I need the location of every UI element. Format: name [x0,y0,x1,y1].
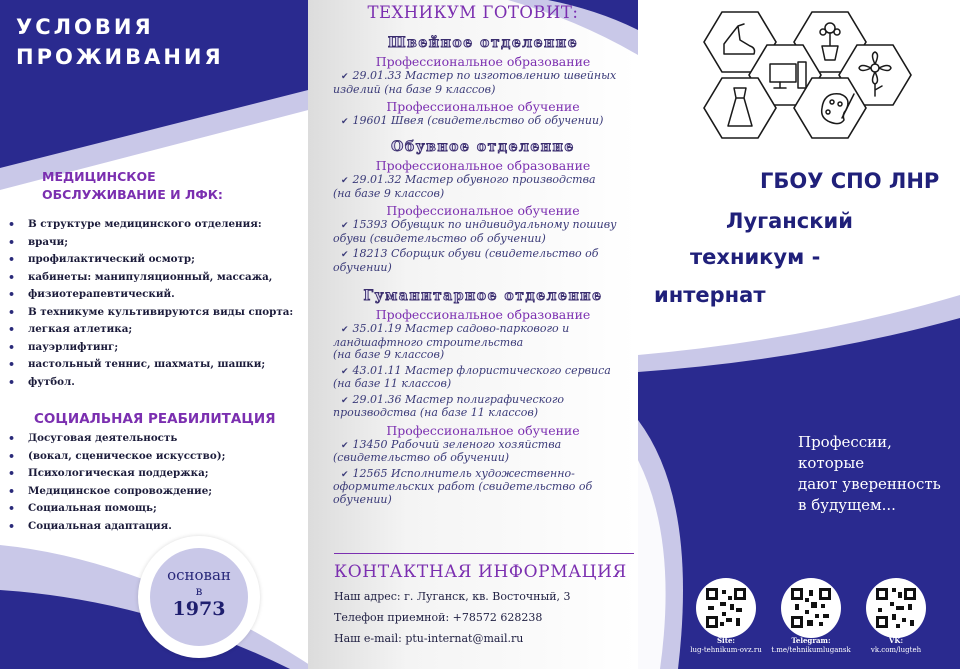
list-item: • врачи; [0,234,312,252]
title-line: УСЛОВИЯ [16,15,154,39]
profession-icons-cluster [694,10,934,140]
checkmark-icon: ✔ [341,221,349,231]
shoe-department [333,138,633,277]
list-item: • Досуговая деятельность [0,430,312,448]
contact-divider [334,553,634,554]
org-line-4: интернат [654,283,766,307]
founded-in: в [195,584,203,598]
qr-code-telegram[interactable] [781,578,841,638]
panel-living-conditions [0,0,316,669]
programs-heading: ТЕХНИКУМ ГОТОВИТ: [367,3,579,22]
program-item: ✔ 15393 Обувщик по индивидуальному пошиву обуви (свидетельство об обучении) [333,218,617,245]
list-item: • профилактический осмотр; [0,251,312,269]
list-item: • Медицинское сопровождение; [0,483,312,501]
qr-caption-telegram: Telegram: t.me/tehnikumlugansk [771,636,851,654]
program-item: ✔ 29.01.32 Мастер обувного производства (на базе 9 классов) [333,173,596,200]
humanitarian-education-subheading: Профессиональное образование [375,307,591,322]
qr-code-icon [706,588,746,628]
list-item: • В структуре медицинского отделения: [0,216,312,234]
program-item: ✔ 13450 Рабочий зеленого хозяйства (свидетельство об обучении) [333,437,562,464]
humanitarian-title: Гуманитарное отделение [363,288,603,304]
list-item: • Социальная помощь; [0,500,312,518]
founded-badge-inner [150,548,248,646]
social-list [0,430,312,535]
qr-caption-vk: VK: vk.com/lugteh [870,636,922,654]
sewing-department [333,34,633,132]
org-line-3: техникум - [690,245,821,269]
contact-email: Наш e-mail: ptu-internat@mail.ru [334,632,524,645]
list-item: • физиотерапевтический. [0,286,312,304]
checkmark-icon: ✔ [341,325,349,335]
checkmark-icon: ✔ [341,72,349,82]
list-item: • футбол. [0,374,312,392]
checkmark-icon: ✔ [341,395,349,406]
panel-programs [308,0,638,669]
checkmark-icon: ✔ [341,440,349,451]
social-heading: СОЦИАЛЬНАЯ РЕАБИЛИТАЦИЯ [34,411,276,427]
slogan: Профессии, которые дают уверенность в будущем... [798,433,941,514]
checkmark-icon: ✔ [341,250,349,260]
contact-address: Наш адрес: г. Луганск, кв. Восточный, 3 [334,590,571,603]
list-item: • пауэрлифтинг; [0,339,312,357]
checkmark-icon: ✔ [341,117,349,127]
list-item: • (вокал, сценическое искусство); [0,448,312,466]
shoe-title: Обувное отделение [391,139,575,155]
org-line-1: ГБОУ СПО ЛНР [760,169,940,193]
checkmark-icon: ✔ [341,176,349,186]
list-item: • настольный теннис, шахматы, шашки; [0,356,312,374]
sewing-education-subheading: Профессиональное образование [375,54,591,69]
sewing-title: Швейное отделение [387,35,579,51]
list-item: • Психологическая поддержка; [0,465,312,483]
founded-year: 1973 [172,598,226,620]
founded-word: основан [167,566,231,584]
program-item: ✔ 43.01.11 Мастер флористического сервиса (на базе 11 классов) [333,363,611,390]
program-item: ✔ 29.01.36 Мастер полиграфического производства (на базе 11 классов) [333,392,565,419]
list-item: • Социальная адаптация. [0,518,312,536]
qr-caption-site: Site: lug-tehnikum-ovz.ru [690,636,762,654]
qr-code-vk[interactable] [866,578,926,638]
contact-phone: Телефон приемной: +78572 628238 [334,611,543,624]
title-line: ПРОЖИВАНИЯ [16,45,224,69]
living-conditions-title [16,12,246,72]
list-item: • кабинеты: манипуляционный, массажа, [0,269,312,287]
sewing-training-subheading: Профессиональное обучение [386,99,580,114]
qr-code-site[interactable] [696,578,756,638]
medical-list [0,216,312,391]
founded-badge [138,536,260,658]
checkmark-icon: ✔ [341,366,349,377]
org-line-2: Луганский [726,209,853,233]
contact-heading: КОНТАКТНАЯ ИНФОРМАЦИЯ [334,562,627,582]
qr-code-icon [876,588,916,628]
checkmark-icon: ✔ [341,469,349,480]
program-item: ✔ 19601 Швея (свидетельство об обучении) [341,114,604,127]
list-item: • В техникуме культивируются виды спорта: [0,304,312,322]
humanitarian-department [333,287,633,509]
shoe-education-subheading: Профессиональное образование [375,158,591,173]
program-item: ✔ 18213 Сборщик обуви (свидетельство об обучении) [333,247,599,274]
program-item: ✔ 12565 Исполнитель художественно- оформительских работ (свидетельство об обучении) [333,466,593,506]
qr-code-icon [791,588,831,628]
panel-cover [638,0,960,669]
program-item: ✔ 35.01.19 Мастер садово-паркового и ландшафтного строительства (на базе 9 классов) [333,322,570,361]
medical-heading: МЕДИЦИНСКОЕ ОБСЛУЖИВАНИЕ И ЛФК: [42,169,223,202]
program-item: ✔ 29.01.33 Мастер по изготовлению швейных изделий (на базе 9 классов) [333,69,617,96]
humanitarian-training-subheading: Профессиональное обучение [386,422,580,438]
list-item: • легкая атлетика; [0,321,312,339]
shoe-training-subheading: Профессиональное обучение [386,203,580,218]
